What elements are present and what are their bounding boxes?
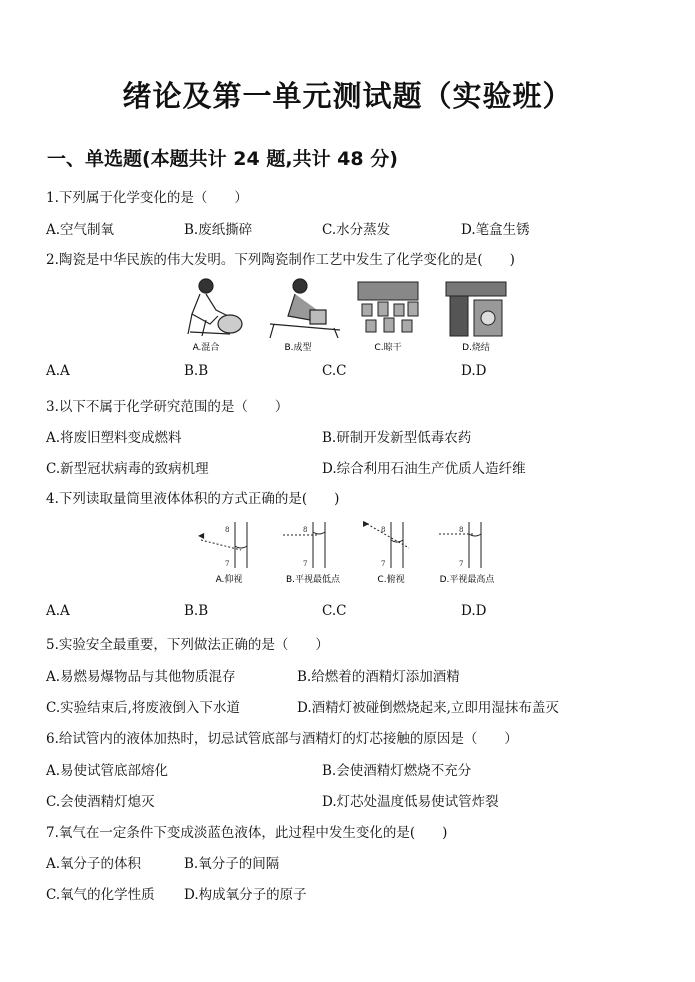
q2-option-c: C.C [322, 363, 347, 379]
svg-text:7: 7 [459, 560, 464, 568]
cylinder-a-upward-view [198, 522, 247, 568]
cylinder-c-downward-view [363, 519, 409, 568]
cylinder-reading-figure [195, 518, 515, 590]
pottery-firing-illustration [446, 282, 506, 336]
q2-option-d: D.D [461, 363, 487, 379]
svg-text:7: 7 [225, 560, 230, 568]
question-5-stem: 5.实验安全最重要，下列做法正确的是（ ） [46, 637, 329, 653]
question-2-stem: 2.陶瓷是中华民族的伟大发明。下列陶瓷制作工艺中发生了化学变化的是( ) [46, 252, 515, 268]
q3-option-a: A.将废旧塑料变成燃料 [46, 430, 182, 446]
question-3-stem: 3.以下不属于化学研究范围的是（ ） [46, 399, 289, 415]
svg-text:8: 8 [381, 526, 386, 534]
q1-option-b: B.废纸撕碎 [184, 222, 253, 238]
fig2-caption-a: A.混合 [192, 343, 220, 353]
pottery-drying-illustration [358, 282, 418, 332]
page-title: 绪论及第一单元测试题（实验班） [122, 79, 573, 113]
question-1-stem: 1.下列属于化学变化的是（ ） [46, 190, 248, 206]
svg-text:7: 7 [381, 560, 386, 568]
q6-option-d: D.灯芯处温度低易使试管炸裂 [322, 794, 499, 810]
q4-option-b: B.B [184, 603, 209, 619]
q6-option-b: B.会使酒精灯燃烧不充分 [322, 763, 472, 779]
question-7-stem: 7.氧气在一定条件下变成淡蓝色液体，此过程中发生变化的是( ) [46, 825, 448, 841]
fig2-caption-d: D.烧结 [462, 343, 490, 353]
cylinder-d-level-highest [439, 522, 481, 568]
q7-option-a: A.氧分子的体积 [46, 856, 142, 872]
q5-option-a: A.易燃易爆物品与其他物质混存 [46, 669, 236, 685]
svg-text:8: 8 [459, 526, 464, 534]
q5-option-c: C.实验结束后,将废液倒入下水道 [46, 700, 240, 716]
svg-text:◀: ◀ [198, 531, 205, 540]
q3-option-d: D.综合利用石油生产优质人造纤维 [322, 461, 526, 477]
pottery-shaping-illustration [270, 279, 340, 338]
q6-option-c: C.会使酒精灯熄灭 [46, 794, 155, 810]
svg-text:8: 8 [303, 526, 308, 534]
svg-text:7: 7 [303, 560, 308, 568]
svg-text:8: 8 [225, 526, 230, 534]
fig4-caption-d: D.平视最高点 [439, 575, 495, 585]
q2-option-b: B.B [184, 363, 209, 379]
q7-option-d: D.构成氧分子的原子 [184, 887, 307, 903]
q3-option-c: C.新型冠状病毒的致病机理 [46, 461, 209, 477]
section-heading: 一、单选题(本题共计 24 题,共计 48 分) [47, 148, 398, 170]
q5-option-d: D.酒精灯被碰倒燃烧起来,立即用湿抹布盖灭 [297, 700, 559, 716]
fig2-caption-c: C.晾干 [374, 343, 402, 353]
q3-option-b: B.研制开发新型低毒农药 [322, 430, 472, 446]
q1-option-a: A.空气制氧 [46, 222, 115, 238]
q4-option-d: D.D [461, 603, 487, 619]
q6-option-a: A.易使试管底部熔化 [46, 763, 169, 779]
fig4-caption-a: A.仰视 [215, 575, 243, 585]
question-4-stem: 4.下列读取量筒里液体体积的方式正确的是( ) [46, 491, 340, 507]
fig2-caption-b: B.成型 [284, 343, 312, 353]
q4-option-a: A.A [46, 603, 70, 619]
q7-option-b: B.氧分子的间隔 [184, 856, 280, 872]
q1-option-d: D.笔盒生锈 [461, 222, 530, 238]
question-6-stem: 6.给试管内的液体加热时，切忌试管底部与酒精灯的灯芯接触的原因是（ ） [46, 731, 518, 747]
q5-option-b: B.给燃着的酒精灯添加酒精 [297, 669, 460, 685]
q7-option-c: C.氧气的化学性质 [46, 887, 155, 903]
pottery-mixing-illustration [188, 279, 242, 336]
fig4-caption-b: B.平视最低点 [285, 575, 341, 585]
svg-text:▶: ▶ [363, 519, 370, 528]
q4-option-c: C.C [322, 603, 347, 619]
cylinder-b-level-lowest [283, 522, 325, 568]
q1-option-c: C.水分蒸发 [322, 222, 391, 238]
fig4-caption-c: C.俯视 [377, 575, 405, 585]
q2-option-a: A.A [46, 363, 70, 379]
pottery-process-figure [170, 272, 520, 356]
